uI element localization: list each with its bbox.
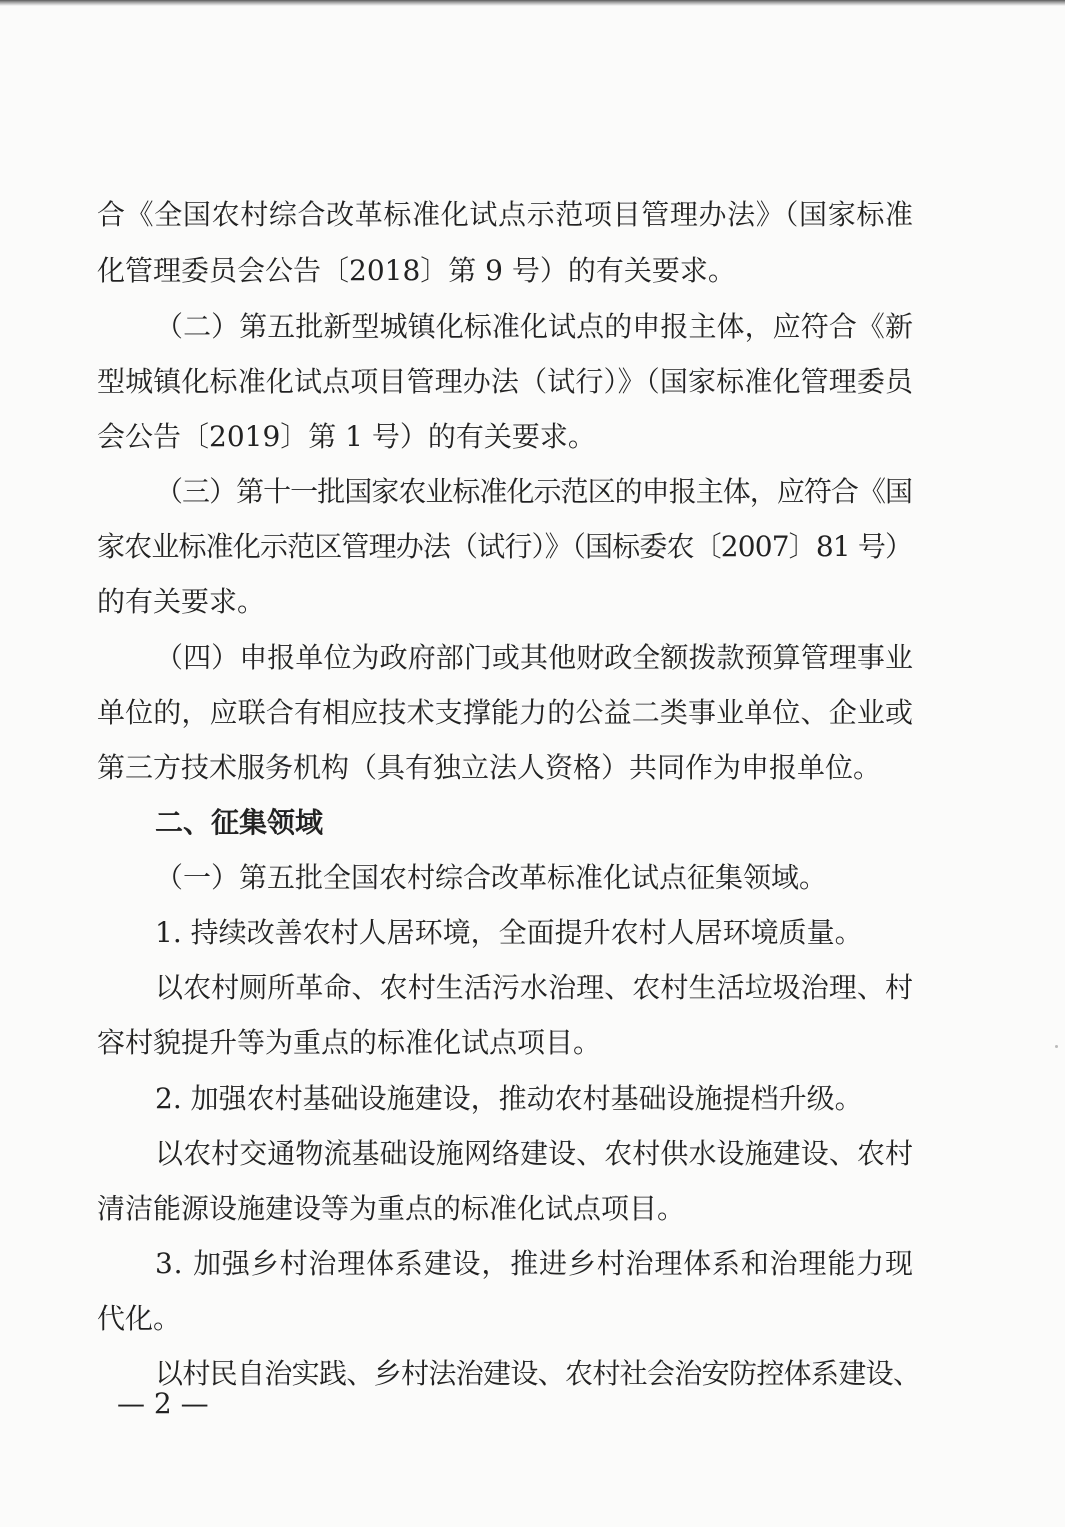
body-line: 单位的，应联合有相应技术支撑能力的公益二类事业单位、企业或 — [97, 696, 914, 729]
body-line: 家农业标准化示范区管理办法（试行）》（国标委农〔2007〕81 号） — [97, 530, 913, 563]
body-line: （三）第十一批国家农业标准化示范区的申报主体，应符合《国 — [155, 475, 913, 508]
body-line: 以村民自治实践、乡村法治建设、农村社会治安防控体系建设、 — [155, 1357, 921, 1390]
body-line: 的有关要求。 — [97, 585, 266, 618]
section-heading: 二、征集领域 — [155, 806, 324, 839]
body-line: 第三方技术服务机构（具有独立法人资格）共同作为申报单位。 — [97, 751, 882, 784]
scan-top-edge — [0, 0, 1065, 6]
body-line: 合《全国农村综合改革标准化试点示范项目管理办法》（国家标准 — [97, 198, 914, 231]
body-line: 1. 持续改善农村人居环境，全面提升农村人居环境质量。 — [155, 916, 863, 949]
scan-speck — [1055, 1045, 1058, 1048]
page-number: — 2 — — [117, 1387, 209, 1420]
body-line: 容村貌提升等为重点的标准化试点项目。 — [97, 1026, 602, 1059]
body-line: 会公告〔2019〕第 1 号）的有关要求。 — [97, 420, 596, 453]
body-line: 型城镇化标准化试点项目管理办法（试行）》（国家标准化管理委员 — [97, 365, 914, 398]
body-line: 清洁能源设施建设等为重点的标准化试点项目。 — [97, 1192, 686, 1225]
body-line: （二）第五批新型城镇化标准化试点的申报主体，应符合《新 — [155, 310, 914, 343]
body-line: 化管理委员会公告〔2018〕第 9 号）的有关要求。 — [97, 254, 736, 287]
body-line: 以农村交通物流基础设施网络建设、农村供水设施建设、农村 — [155, 1137, 914, 1170]
body-line: 2. 加强农村基础设施建设，推动农村基础设施提档升级。 — [155, 1082, 863, 1115]
subsection-heading: （一）第五批全国农村综合改革标准化试点征集领域。 — [155, 861, 828, 894]
body-line: 以农村厕所革命、农村生活污水治理、农村生活垃圾治理、村 — [155, 971, 914, 1004]
body-line: （四）申报单位为政府部门或其他财政全额拨款预算管理事业 — [155, 641, 914, 674]
body-line: 3. 加强乡村治理体系建设，推进乡村治理体系和治理能力现 — [155, 1247, 914, 1280]
body-line: 代化。 — [97, 1302, 182, 1335]
